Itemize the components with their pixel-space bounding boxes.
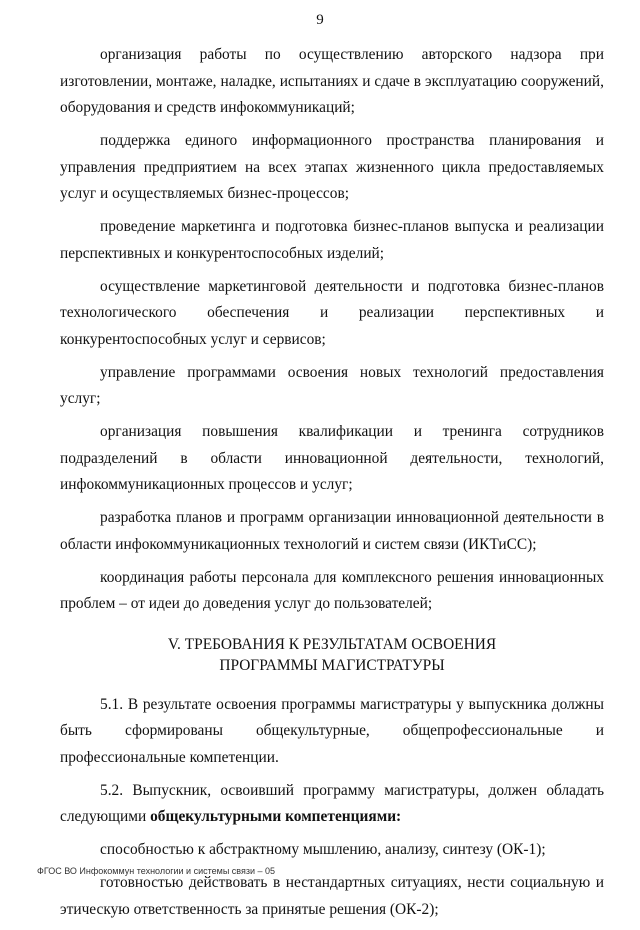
section-heading-line-2: ПРОГРАММЫ МАГИСТРАТУРЫ xyxy=(219,656,445,674)
list-item: управление программами освоения новых технологий предоставления услуг; xyxy=(60,363,604,407)
list-item: проведение маркетинга и подготовка бизнес-планов выпуска и реализации перспективных и конкурентоспособных изделий; xyxy=(60,218,604,262)
list-item: поддержка единого информационного пространства планирования и управления предприятием на всех этапах жизненного цикла предоставляемых услуг и осуществляемых бизнес-процессов; xyxy=(60,132,604,202)
page-footer: ФГОС ВО Инфокоммун технологии и системы связи – 05 xyxy=(37,866,276,876)
list-item: организация повышения квалификации и тренинга сотрудников подразделений в области инновационной деятельности, технологий, инфокоммуникационных процессов и услуг; xyxy=(60,423,604,493)
section-heading xyxy=(60,634,604,676)
clause-5-1: 5.1. В результате освоения программы магистратуры у выпускника должны быть сформированы общекультурные, общепрофессиональные и профессиональные компетенции. xyxy=(60,695,604,766)
list-item: организация работы по осуществлению авторского надзора при изготовлении, монтаже, наладке, испытаниях и сдаче в эксплуатацию сооружений, оборудования и средств инфокоммуникаций; xyxy=(60,46,604,116)
section-heading-line-1: V. ТРЕБОВАНИЯ К РЕЗУЛЬТАТАМ ОСВОЕНИЯ xyxy=(167,635,497,653)
document-body xyxy=(60,42,604,930)
competency-item: готовностью действовать в нестандартных ситуациях, нести социальную и этическую ответственность за принятые решения (ОК-2); xyxy=(60,874,604,918)
list-item: координация работы персонала для комплексного решения инновационных проблем – от идеи до доведения услуг до пользователей; xyxy=(60,568,604,612)
clause-5-2-bold: общекультурными компетенциями: xyxy=(150,808,402,825)
list-item: осуществление маркетинговой деятельности и подготовка бизнес-планов технологического обеспечения и реализации перспективных и конкурентоспособных услуг и сервисов; xyxy=(60,277,604,348)
page-number: 9 xyxy=(316,12,324,28)
clause-5-2 xyxy=(60,778,604,831)
list-item: разработка планов и программ организации инновационной деятельности в области инфокоммуникационных технологий и систем связи (ИКТиСС); xyxy=(60,509,604,553)
competency-item: способностью к абстрактному мышлению, анализу, синтезу (ОК-1); xyxy=(100,841,546,858)
clause-5-2-text: 5.2. Выпускник, освоивший программу магистратуры, должен обладать следующими xyxy=(60,781,604,825)
